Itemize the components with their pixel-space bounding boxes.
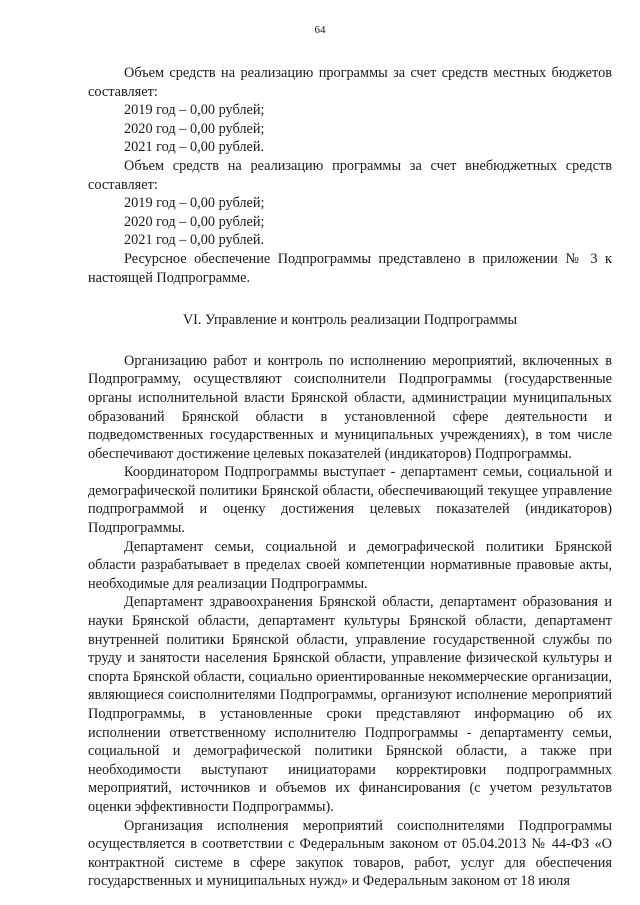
extrabudget-2020: 2020 год – 0,00 рублей; <box>124 213 265 230</box>
paragraph: Организацию работ и контроль по исполнению мероприятий, включенных в Подпрограмму, осуществляют соисполнители Подпрограммы (государственные органы исполнительной власти Брянской области, администрации муниципальных образований Брянской области в установленной сфере деятельности и подведомственных государственных и муниципальных учреждениях), в том числе обеспечивают достижение целевых показателей (индикаторов) Подпрограммы. <box>88 352 612 462</box>
paragraph: Департамент семьи, социальной и демографической политики Брянской области разрабатывает в пределах своей компетенции нормативные правовые акты, необходимые для реализации Подпрограммы. <box>88 538 612 592</box>
paragraph: Департамент здравоохранения Брянской области, департамент образования и науки Брянской области, департамент культуры Брянской области, департамент внутренней политики Брянской области, управление государственной службы по труду и занятости населения Брянской области, управление физической культуры и спорта Брянской области, социально ориентированные некоммерческие организации, являющиеся соисполнителями Подпрограммы, организуют исполнение мероприятий Подпрограммы, в установленные сроки представляют информацию об их исполнении ответственному исполнителю Подпрограммы - департаменту семьи, социальной и демографической политики Брянской области, а также при необходимости выступают инициаторами корректировки подпрограммных мероприятий, источников и объемов их финансирования (с учетом результатов оценки эффективности Подпрограммы). <box>88 594 612 815</box>
extrabudget-intro: Объем средств на реализацию программы за счет внебюджетных средств составляет: <box>88 157 612 193</box>
section-title: VI. Управление и контроль реализации Подпрограммы <box>182 312 518 329</box>
page-content <box>88 64 612 891</box>
local-budget-2020: 2020 год – 0,00 рублей; <box>124 120 265 137</box>
local-budget-2019: 2019 год – 0,00 рублей; <box>124 102 265 119</box>
extrabudget-2021: 2021 год – 0,00 рублей. <box>124 232 265 249</box>
local-budget-2021: 2021 год – 0,00 рублей. <box>124 139 265 156</box>
page-number: 64 <box>314 24 326 36</box>
extrabudget-2019: 2019 год – 0,00 рублей; <box>124 195 265 212</box>
resource-note: Ресурсное обеспечение Подпрограммы представлено в приложении № 3 к настоящей Подпрограмме. <box>88 250 612 286</box>
paragraph: Координатором Подпрограммы выступает - департамент семьи, социальной и демографической политики Брянской области, обеспечивающий текущее управление подпрограммой и оценку достижения целевых показателей (индикаторов) Подпрограммы. <box>88 464 612 537</box>
local-budget-intro: Объем средств на реализацию программы за счет средств местных бюджетов составляет: <box>88 65 612 100</box>
paragraph: Организация исполнения мероприятий соисполнителями Подпрограммы осуществляется в соответствии с Федеральным законом от 05.04.2013 № 44-ФЗ «О контрактной системе в сфере закупок товаров, работ, услуг для обеспечения государственных и муниципальных нужд» и Федеральным законом от 18 июля <box>88 817 612 890</box>
